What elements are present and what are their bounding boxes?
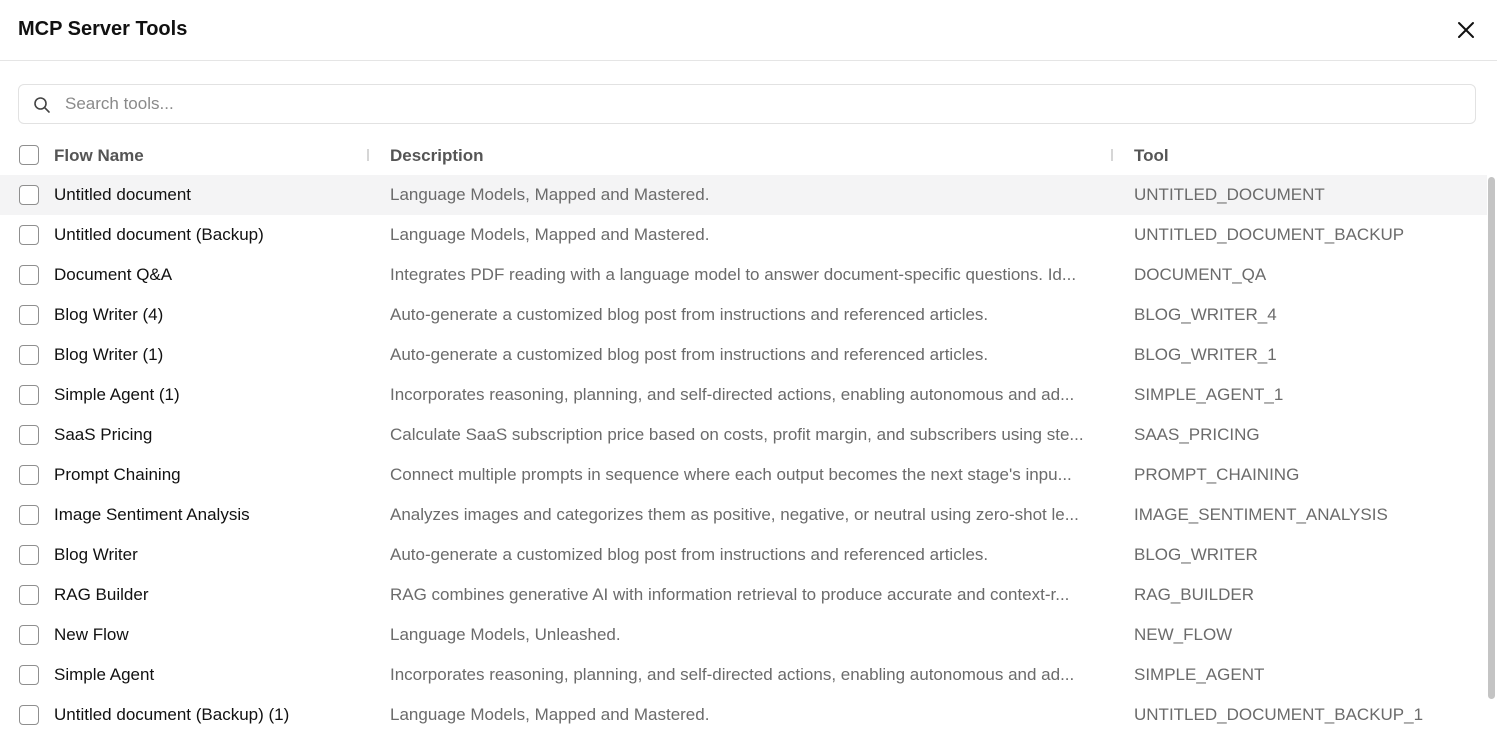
description-cell: Language Models, Mapped and Mastered. — [390, 225, 710, 244]
tool-name-cell: UNTITLED_DOCUMENT — [1134, 185, 1325, 204]
row-checkbox[interactable] — [19, 545, 39, 565]
close-button[interactable] — [1452, 16, 1480, 44]
tool-name-cell: IMAGE_SENTIMENT_ANALYSIS — [1134, 505, 1388, 524]
row-checkbox[interactable] — [19, 505, 39, 525]
tool-name-cell: SAAS_PRICING — [1134, 425, 1260, 444]
row-checkbox[interactable] — [19, 225, 39, 245]
row-checkbox[interactable] — [19, 705, 39, 725]
tool-name-cell: SIMPLE_AGENT — [1134, 665, 1265, 684]
table-row[interactable] — [0, 295, 1487, 335]
row-checkbox[interactable] — [19, 625, 39, 645]
row-checkbox[interactable] — [19, 345, 39, 365]
flow-name-cell: Simple Agent — [54, 665, 155, 684]
tool-name-cell: RAG_BUILDER — [1134, 585, 1254, 604]
search-icon — [33, 96, 51, 114]
column-resize-handle[interactable] — [367, 149, 369, 161]
description-cell: Calculate SaaS subscription price based on costs, profit margin, and subscribers using ste... — [390, 425, 1084, 444]
description-cell: Language Models, Mapped and Mastered. — [390, 185, 710, 204]
select-all-checkbox[interactable] — [19, 145, 39, 165]
flow-name-cell: Blog Writer (4) — [54, 305, 164, 324]
description-cell: Auto-generate a customized blog post from instructions and referenced articles. — [390, 305, 989, 324]
tool-name-cell: BLOG_WRITER_1 — [1134, 345, 1277, 364]
description-cell: Incorporates reasoning, planning, and self-directed actions, enabling autonomous and ad... — [390, 665, 1075, 684]
table-row[interactable] — [0, 335, 1487, 375]
table-row[interactable] — [0, 655, 1487, 695]
scrollbar[interactable] — [1487, 175, 1497, 732]
table-row[interactable] — [0, 615, 1487, 655]
dialog-title: MCP Server Tools — [18, 18, 188, 40]
dialog-header — [0, 0, 1497, 61]
description-cell: Language Models, Unleashed. — [390, 625, 621, 644]
description-cell: Connect multiple prompts in sequence where each output becomes the next stage's inpu... — [390, 465, 1072, 484]
column-header-flow-name[interactable]: Flow Name — [54, 146, 144, 165]
column-header-tool[interactable]: Tool — [1134, 146, 1169, 165]
column-resize-handle[interactable] — [1111, 149, 1113, 161]
row-checkbox[interactable] — [19, 465, 39, 485]
table-row[interactable] — [0, 575, 1487, 615]
search-box[interactable] — [18, 84, 1476, 124]
row-checkbox[interactable] — [19, 665, 39, 685]
flow-name-cell: Untitled document (Backup) (1) — [54, 705, 290, 724]
tool-name-cell: DOCUMENT_QA — [1134, 265, 1267, 284]
flow-name-cell: Untitled document (Backup) — [54, 225, 264, 244]
flow-name-cell: Simple Agent (1) — [54, 385, 180, 404]
search-input[interactable] — [65, 85, 1465, 123]
flow-name-cell: Document Q&A — [54, 265, 173, 284]
row-checkbox[interactable] — [19, 185, 39, 205]
tool-name-cell: SIMPLE_AGENT_1 — [1134, 385, 1284, 404]
flow-name-cell: Blog Writer — [54, 545, 138, 564]
flow-name-cell: Prompt Chaining — [54, 465, 181, 484]
description-cell: Analyzes images and categorizes them as positive, negative, or neutral using zero-shot le... — [390, 505, 1079, 524]
table-row[interactable] — [0, 255, 1487, 295]
row-checkbox[interactable] — [19, 265, 39, 285]
table-row[interactable] — [0, 415, 1487, 455]
tool-name-cell: PROMPT_CHAINING — [1134, 465, 1300, 484]
tool-name-cell: UNTITLED_DOCUMENT_BACKUP_1 — [1134, 705, 1424, 724]
row-checkbox[interactable] — [19, 585, 39, 605]
flow-name-cell: Untitled document — [54, 185, 192, 204]
table-row[interactable] — [0, 455, 1487, 495]
description-cell: Incorporates reasoning, planning, and self-directed actions, enabling autonomous and ad... — [390, 385, 1075, 404]
table-header — [0, 135, 1487, 175]
tools-table — [0, 135, 1487, 732]
tool-name-cell: BLOG_WRITER_4 — [1134, 305, 1277, 324]
table-row[interactable] — [0, 535, 1487, 575]
row-checkbox[interactable] — [19, 305, 39, 325]
tool-name-cell: UNTITLED_DOCUMENT_BACKUP — [1134, 225, 1405, 244]
flow-name-cell: Image Sentiment Analysis — [54, 505, 250, 524]
flow-name-cell: New Flow — [54, 625, 129, 644]
description-cell: RAG combines generative AI with information retrieval to produce accurate and context-r... — [390, 585, 1070, 604]
description-cell: Integrates PDF reading with a language model to answer document-specific questions. Id... — [390, 265, 1077, 284]
row-checkbox[interactable] — [19, 385, 39, 405]
description-cell: Language Models, Mapped and Mastered. — [390, 705, 710, 724]
scrollbar-thumb[interactable] — [1488, 177, 1495, 699]
tool-name-cell: NEW_FLOW — [1134, 625, 1233, 644]
column-header-description[interactable]: Description — [390, 146, 484, 165]
flow-name-cell: SaaS Pricing — [54, 425, 153, 444]
row-checkbox[interactable] — [19, 425, 39, 445]
flow-name-cell: Blog Writer (1) — [54, 345, 164, 364]
table-row[interactable] — [0, 175, 1487, 215]
table-row[interactable] — [0, 495, 1487, 535]
table-row[interactable] — [0, 375, 1487, 415]
close-icon — [1457, 21, 1475, 39]
table-row[interactable] — [0, 215, 1487, 255]
table-row[interactable] — [0, 695, 1487, 732]
description-cell: Auto-generate a customized blog post from instructions and referenced articles. — [390, 345, 989, 364]
tool-name-cell: BLOG_WRITER — [1134, 545, 1258, 564]
description-cell: Auto-generate a customized blog post from instructions and referenced articles. — [390, 545, 989, 564]
flow-name-cell: RAG Builder — [54, 585, 149, 604]
